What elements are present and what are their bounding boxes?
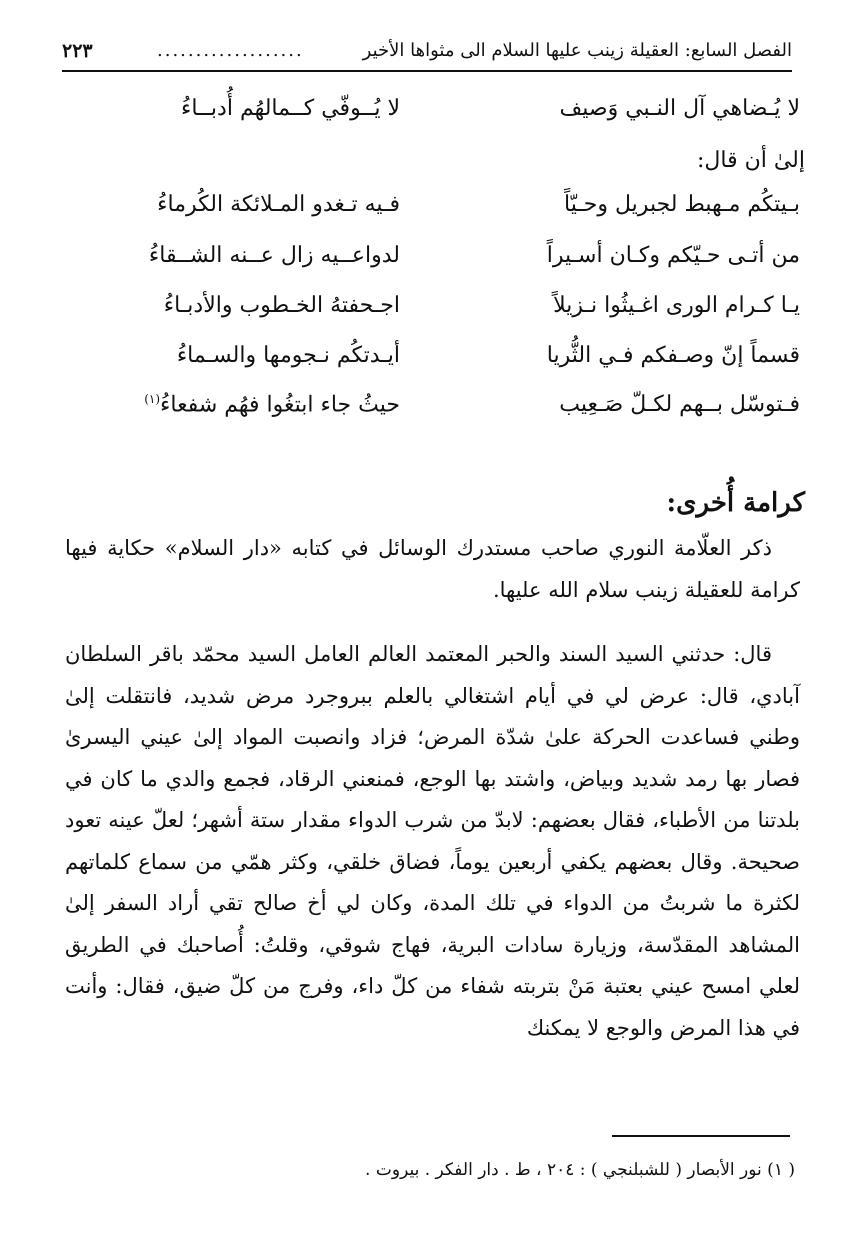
footnote-divider xyxy=(612,1135,790,1137)
paragraph-text: ذكر العلّامة النوري صاحب مستدرك الوسائل في كتابه «دار السلام» حكاية فيها كرامة للعقيلة زينب سلام الله عليها. xyxy=(65,536,800,602)
paragraph-text: قال: حدثني السيد السند والحبر المعتمد العالم العامل السيد محمّد باقر السلطان آبادي، قال: عرض لي في أيام اشتغالي بالعلم ببروجرد مرض شديد، فانتقلت إلىٰ وطني فساعدت الحركة علىٰ شدّة المرض؛ فزاد وانصبت المواد إلىٰ عيني اليسرىٰ فصار بها رمد شديد وبياض، واشتد بها الوجع، فمنعني الرقاد، فجمع والدي ما كان في بلدتنا من الأطباء، فقال بعضهم: لابدّ من شرب الدواء مقدار ستة أشهر؛ لعلّ عينه تعود صحيحة. وقال بعضهم يكفي أربعين يوماً، فضاق خلقي، وكثر همّي من سماع كلماتهم لكثرة ما شربتُ من الدواء في تلك المدة، وكان لي أخ صالح تقي أراد السفر إلىٰ المشاهد المقدّسة، وزيارة سادات البرية، فهاج شوقي، وقلتُ: أُصاحبك في الطريق لعلي امسح عيني بعتبة مَنْ بتربته شفاء من كلّ داء، وفرج من كلّ ضيق، فقال: وأنت في هذا المرض والوجع لا يمكنك xyxy=(65,642,800,1040)
paragraph-intro xyxy=(65,528,800,611)
verse-first-hemistich: من أتـى حـيّكم وكـان أسـيراً xyxy=(546,243,800,268)
verse-first-hemistich: بـيتكُم مـهبط لجبريل وحـيّاً xyxy=(564,192,800,217)
verse-first-hemistich: قسماً إنّ وصـفكم فـي الثُّريا xyxy=(546,343,800,368)
section-heading: كرامة أُخرى: xyxy=(666,488,805,518)
leader-dots: ................... xyxy=(157,40,304,61)
verse-first-hemistich: لا يُـضاهي آل النـبي وَصيف xyxy=(559,96,800,121)
verse-second-hemistich xyxy=(144,392,400,417)
page-number: ٢٢٣ xyxy=(62,40,93,62)
verse-first-hemistich: فـتوسّل بــهم لكـلّ صَـعِيب xyxy=(559,392,800,417)
transition-line: إلىٰ أن قال: xyxy=(696,148,805,173)
paragraph-narration xyxy=(65,634,800,1049)
poem-verse xyxy=(90,343,800,385)
verse-first-hemistich: يـا كـرام الورى اغـيثُوا نـزيلاً xyxy=(553,293,800,318)
verse-second-hemistich: أيـدتكُم نـجومها والسـماءُ xyxy=(176,343,400,368)
verse-second-hemistich: لا يُــوفّي كــمالهُم أُدبــاءُ xyxy=(180,96,400,121)
verse-second-hemistich: اجـحفتهُ الخـطوب والأدبـاءُ xyxy=(163,293,400,318)
verse-second-hemistich: لدواعــيه زال عــنه الشــقاءُ xyxy=(148,243,400,268)
poem-verse xyxy=(90,293,800,335)
running-header xyxy=(62,36,792,72)
chapter-title: الفصل السابع: العقيلة زينب عليها السلام الى مثواها الأخير xyxy=(362,40,792,61)
footnote: ( ١) نور الأبصار ( للشبلنجي ) : ٢٠٤ ، ط . دار الفكر . بيروت . xyxy=(365,1160,795,1180)
poem-verse xyxy=(90,243,800,285)
poem-verse xyxy=(90,192,800,234)
footnote-ref: (١) xyxy=(144,392,161,406)
verse-text: حيثُ جاء ابتغُوا فهُم شفعاءُ xyxy=(160,392,400,418)
poem-verse xyxy=(90,392,800,434)
verse-second-hemistich: فـيه تـغدو المـلائكة الكُرماءُ xyxy=(157,192,400,217)
poem-verse xyxy=(90,96,800,138)
